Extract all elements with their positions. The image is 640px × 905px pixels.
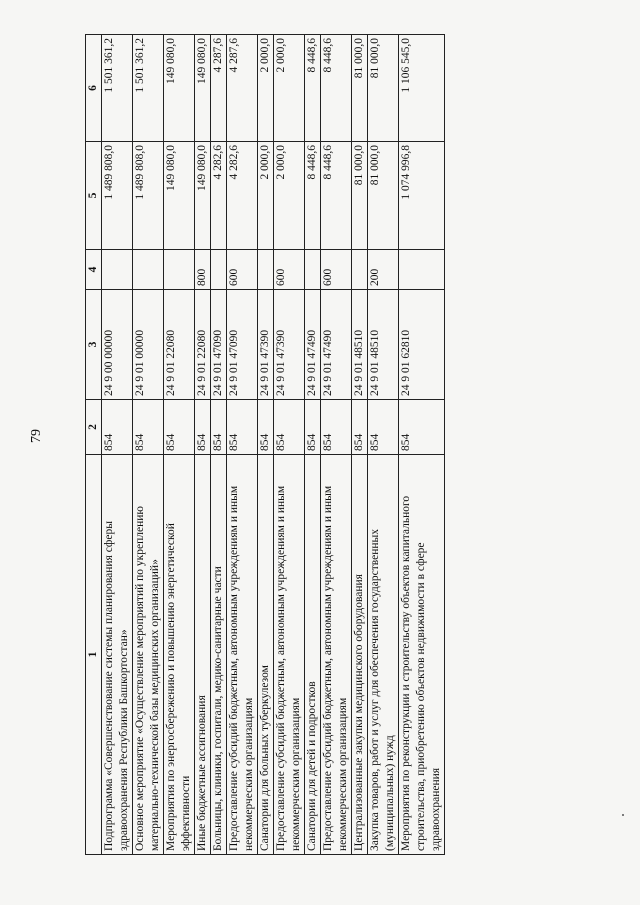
row-amount-year-1: 149 080,0 <box>164 142 195 250</box>
row-target-article: 24 9 01 22080 <box>164 290 195 400</box>
row-amount-year-2: 8 448,6 <box>321 35 352 142</box>
row-name: Мероприятия по реконструкции и строительству объектов капитального строительства, приобретению объектов недвижимости в сфере здравоохранения <box>399 455 445 855</box>
row-amount-year-2: 149 080,0 <box>195 35 211 142</box>
row-ministry-code: 854 <box>274 400 305 455</box>
table-row <box>102 35 133 855</box>
row-expense-type: 800 <box>195 250 211 290</box>
row-expense-type: 600 <box>321 250 352 290</box>
row-expense-type: 600 <box>227 250 258 290</box>
table-row <box>211 35 227 855</box>
row-target-article: 24 9 01 47090 <box>227 290 258 400</box>
table-row <box>368 35 399 855</box>
row-ministry-code: 854 <box>368 400 399 455</box>
header-col-5: 5 <box>86 142 102 250</box>
row-amount-year-2: 4 287,6 <box>211 35 227 142</box>
row-target-article: 24 9 01 47390 <box>274 290 305 400</box>
row-name: Санатории для больных туберкулезом <box>258 455 274 855</box>
row-amount-year-1: 1 489 808,0 <box>102 142 133 250</box>
table-row <box>352 35 368 855</box>
row-amount-year-1: 81 000,0 <box>368 142 399 250</box>
row-expense-type <box>399 250 445 290</box>
table-row <box>305 35 321 855</box>
row-name: Централизованные закупки медицинского оборудования <box>352 455 368 855</box>
row-amount-year-1: 4 282,6 <box>211 142 227 250</box>
row-amount-year-2: 149 080,0 <box>164 35 195 142</box>
row-name: Закупка товаров, работ и услуг для обеспечения государственных (муниципальных) нужд <box>368 455 399 855</box>
row-amount-year-1: 81 000,0 <box>352 142 368 250</box>
row-name: Больницы, клиники, госпитали, медико-санитарные части <box>211 455 227 855</box>
row-ministry-code: 854 <box>399 400 445 455</box>
row-expense-type: 200 <box>368 250 399 290</box>
row-expense-type <box>305 250 321 290</box>
row-ministry-code: 854 <box>321 400 352 455</box>
row-target-article: 24 9 01 62810 <box>399 290 445 400</box>
row-target-article: 24 9 01 47490 <box>305 290 321 400</box>
row-ministry-code: 854 <box>227 400 258 455</box>
page-number: 79 <box>29 429 44 443</box>
row-target-article: 24 9 01 47390 <box>258 290 274 400</box>
row-name: Предоставление субсидий бюджетным, автономным учреждениям и иным некоммерческим организациям <box>321 455 352 855</box>
table-row <box>258 35 274 855</box>
row-amount-year-2: 4 287,6 <box>227 35 258 142</box>
row-name: Основное мероприятие «Осуществление мероприятий по укреплению материально-технической базы медицинских организаций» <box>133 455 164 855</box>
row-expense-type <box>352 250 368 290</box>
row-expense-type: 600 <box>274 250 305 290</box>
row-ministry-code: 854 <box>133 400 164 455</box>
row-amount-year-2: 2 000,0 <box>258 35 274 142</box>
row-name: Предоставление субсидий бюджетным, автономным учреждениям и иным некоммерческим организациям <box>274 455 305 855</box>
row-target-article: 24 9 01 48510 <box>352 290 368 400</box>
row-amount-year-2: 8 448,6 <box>305 35 321 142</box>
row-expense-type <box>102 250 133 290</box>
row-ministry-code: 854 <box>258 400 274 455</box>
row-ministry-code: 854 <box>305 400 321 455</box>
row-amount-year-1: 4 282,6 <box>227 142 258 250</box>
row-amount-year-1: 8 448,6 <box>305 142 321 250</box>
row-amount-year-2: 2 000,0 <box>274 35 305 142</box>
table-row <box>164 35 195 855</box>
row-name: Мероприятия по энергосбережению и повышению энергетической эффективности <box>164 455 195 855</box>
row-amount-year-2: 81 000,0 <box>368 35 399 142</box>
row-target-article: 24 9 01 48510 <box>368 290 399 400</box>
row-ministry-code: 854 <box>164 400 195 455</box>
row-amount-year-1: 1 074 996,8 <box>399 142 445 250</box>
header-col-1: 1 <box>86 455 102 855</box>
row-expense-type <box>211 250 227 290</box>
table-row <box>399 35 445 855</box>
budget-table <box>85 34 445 855</box>
row-ministry-code: 854 <box>211 400 227 455</box>
header-col-3: 3 <box>86 290 102 400</box>
row-amount-year-2: 1 501 361,2 <box>102 35 133 142</box>
header-col-6: 6 <box>86 35 102 142</box>
row-target-article: 24 9 01 22080 <box>195 290 211 400</box>
row-amount-year-1: 1 489 808,0 <box>133 142 164 250</box>
row-expense-type <box>164 250 195 290</box>
row-name: Иные бюджетные ассигнования <box>195 455 211 855</box>
row-ministry-code: 854 <box>102 400 133 455</box>
table-row <box>195 35 211 855</box>
row-name: Предоставление субсидий бюджетным, автономным учреждениям и иным некоммерческим организациям <box>227 455 258 855</box>
row-target-article: 24 9 01 47490 <box>321 290 352 400</box>
scan-speck <box>622 814 624 816</box>
row-amount-year-1: 2 000,0 <box>274 142 305 250</box>
row-expense-type <box>258 250 274 290</box>
row-amount-year-2: 1 501 361,2 <box>133 35 164 142</box>
budget-table-sheet <box>85 35 555 855</box>
row-name: Подпрограмма «Совершенствование системы планирования сферы здравоохранения Республики Башкортостан» <box>102 455 133 855</box>
table-row <box>321 35 352 855</box>
row-ministry-code: 854 <box>352 400 368 455</box>
table-row <box>274 35 305 855</box>
header-col-4: 4 <box>86 250 102 290</box>
row-target-article: 24 9 01 00000 <box>133 290 164 400</box>
row-amount-year-2: 1 106 545,0 <box>399 35 445 142</box>
row-amount-year-1: 149 080,0 <box>195 142 211 250</box>
row-target-article: 24 9 00 00000 <box>102 290 133 400</box>
table-row <box>227 35 258 855</box>
header-row <box>86 35 102 855</box>
row-amount-year-2: 81 000,0 <box>352 35 368 142</box>
table-row <box>133 35 164 855</box>
row-ministry-code: 854 <box>195 400 211 455</box>
row-amount-year-1: 2 000,0 <box>258 142 274 250</box>
row-expense-type <box>133 250 164 290</box>
row-target-article: 24 9 01 47090 <box>211 290 227 400</box>
row-name: Санатории для детей и подростков <box>305 455 321 855</box>
row-amount-year-1: 8 448,6 <box>321 142 352 250</box>
header-col-2: 2 <box>86 400 102 455</box>
